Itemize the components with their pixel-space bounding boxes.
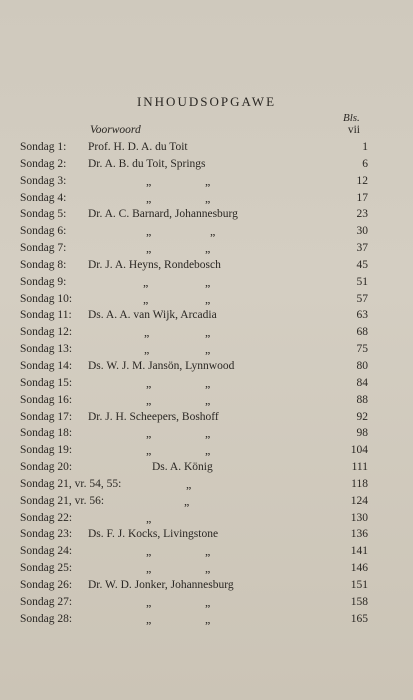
page-number: 63: [356, 309, 368, 322]
page-number: 124: [350, 494, 368, 507]
ditto-mark: „: [186, 476, 192, 491]
ditto-mark: „: [146, 241, 152, 256]
ditto-mark: „: [146, 173, 152, 188]
page-number: 151: [350, 578, 368, 591]
ditto-mark: „: [146, 443, 152, 458]
page-number: 98: [356, 427, 368, 440]
toc-row: [0, 206, 413, 223]
page-number: 136: [350, 528, 368, 541]
toc-row: [0, 493, 413, 510]
toc-row: [0, 307, 413, 324]
ditto-mark: „: [146, 510, 152, 525]
page-number: 57: [356, 292, 368, 305]
ditto-mark: „: [205, 190, 211, 205]
ditto-mark: „: [146, 426, 152, 441]
ditto-mark: „: [143, 291, 149, 306]
page-number: 130: [350, 511, 368, 524]
ditto-mark: „: [144, 325, 150, 340]
sunday-label: Sondag 18:: [20, 427, 73, 440]
ditto-mark: „: [205, 426, 211, 441]
page-number: 37: [356, 242, 368, 255]
sunday-label: Sondag 11:: [20, 309, 72, 322]
toc-row: [0, 409, 413, 426]
sunday-label: Sondag 20:: [20, 461, 73, 474]
ditto-mark: „: [205, 561, 211, 576]
author-name: Dr. J. H. Scheepers, Boshoff: [88, 410, 219, 423]
sunday-label: Sondag 2:: [20, 157, 67, 170]
sunday-label: Sondag 5:: [20, 208, 67, 221]
page-number: 92: [356, 410, 368, 423]
ditto-mark: „: [205, 544, 211, 559]
ditto-mark: „: [143, 274, 149, 289]
author-name: Ds. W. J. M. Jansön, Lynnwood: [88, 359, 235, 372]
toc-row: [0, 425, 413, 442]
ditto-mark: „: [184, 493, 190, 508]
toc-row: [0, 577, 413, 594]
page-number: 12: [356, 174, 368, 187]
toc-row: [0, 274, 413, 291]
page-number: 1: [362, 141, 368, 153]
ditto-mark: „: [205, 594, 211, 609]
page-number: 68: [356, 326, 368, 339]
toc-row: [0, 375, 413, 392]
toc-row: [0, 459, 413, 476]
sunday-label: Sondag 14:: [20, 359, 73, 372]
page-number: 141: [350, 545, 368, 558]
sunday-label: Sondag 21, vr. 56:: [20, 494, 105, 507]
sunday-label: Sondag 16:: [20, 393, 73, 406]
ditto-mark: „: [205, 274, 211, 289]
toc-row: [0, 223, 413, 240]
ditto-mark: „: [205, 173, 211, 188]
sunday-label: Sondag 12:: [20, 326, 73, 339]
toc-row: [0, 392, 413, 409]
toc-row: [0, 156, 413, 173]
sunday-label: Sondag 21, vr. 54, 55:: [20, 477, 122, 490]
toc-row: [0, 291, 413, 308]
sunday-label: Sondag 17:: [20, 410, 73, 423]
author-name: Ds. F. J. Kocks, Livingstone: [88, 528, 219, 541]
ditto-mark: „: [146, 594, 152, 609]
page-number: 118: [351, 477, 368, 490]
ditto-mark: „: [205, 375, 211, 390]
page-number: 51: [356, 275, 368, 288]
sunday-label: Sondag 22:: [20, 511, 73, 524]
ditto-mark: „: [146, 544, 152, 559]
toc-row: [0, 560, 413, 577]
ditto-mark: „: [205, 241, 211, 256]
toc-row: [0, 594, 413, 611]
sunday-label: Sondag 19:: [20, 444, 73, 457]
toc-row: [0, 543, 413, 560]
page-number: 30: [356, 225, 368, 238]
voorwoord-label: Voorwoord: [90, 124, 141, 136]
ditto-mark: „: [144, 342, 150, 357]
author-name: Dr. W. D. Jonker, Johannesburg: [88, 578, 234, 591]
toc-row: [0, 190, 413, 207]
sunday-label: Sondag 10:: [20, 292, 73, 305]
sunday-label: Sondag 27:: [20, 595, 73, 608]
page-number: 84: [356, 376, 368, 389]
sunday-label: Sondag 6:: [20, 225, 67, 238]
sunday-label: Sondag 4:: [20, 191, 67, 204]
ditto-mark: „: [205, 443, 211, 458]
author-name: Dr. A. B. du Toit, Springs: [88, 157, 206, 170]
page-column-header: Bls.: [343, 112, 360, 124]
toc-row: [0, 510, 413, 527]
sunday-label: Sondag 9:: [20, 275, 67, 288]
page-number: 45: [356, 258, 368, 271]
toc-list: [0, 139, 413, 627]
ditto-mark: „: [205, 291, 211, 306]
toc-row: [0, 173, 413, 190]
page-title: INHOUDSOPGAWE: [136, 94, 277, 109]
page-number: 17: [356, 191, 368, 204]
sunday-label: Sondag 8:: [20, 258, 67, 271]
toc-row: [0, 341, 413, 358]
toc-row: [0, 324, 413, 341]
page-number: 146: [350, 562, 368, 575]
sunday-label: Sondag 13:: [20, 343, 73, 356]
toc-row: [0, 257, 413, 274]
page-number: 88: [356, 393, 368, 406]
ditto-mark: „: [146, 190, 152, 205]
sunday-label: Sondag 24:: [20, 545, 73, 558]
author-name: Ds. A. A. van Wijk, Arcadia: [88, 309, 217, 322]
sunday-label: Sondag 23:: [20, 528, 73, 541]
toc-row: [0, 476, 413, 493]
ditto-mark: „: [146, 224, 152, 239]
toc-row: [0, 611, 413, 628]
ditto-mark: „: [205, 392, 211, 407]
author-name: Dr. A. C. Barnard, Johannesburg: [88, 208, 238, 221]
page-number: 80: [356, 359, 368, 372]
author-name: Prof. H. D. A. du Toit: [88, 141, 188, 153]
ditto-mark: „: [146, 611, 152, 626]
sunday-label: Sondag 15:: [20, 376, 73, 389]
ditto-mark: „: [146, 561, 152, 576]
page-number: 23: [356, 208, 368, 221]
voorwoord-page-number: vii: [347, 124, 360, 136]
author-name: Dr. J. A. Heyns, Rondebosch: [88, 258, 221, 271]
page-number: 6: [362, 157, 368, 170]
sunday-label: Sondag 26:: [20, 578, 73, 591]
sunday-label: Sondag 25:: [20, 562, 73, 575]
page-number: 111: [351, 461, 368, 474]
sunday-label: Sondag 1:: [20, 141, 67, 153]
page-number: 104: [350, 444, 368, 457]
ditto-mark: „: [205, 342, 211, 357]
sunday-label: Sondag 3:: [20, 174, 67, 187]
toc-row: [0, 358, 413, 375]
sunday-label: Sondag 28:: [20, 612, 73, 625]
page-number: 75: [356, 343, 368, 356]
ditto-mark: „: [146, 375, 152, 390]
page-number: 165: [350, 612, 368, 625]
ditto-mark: „: [205, 611, 211, 626]
toc-row: [0, 526, 413, 543]
ditto-mark: „: [210, 224, 216, 239]
ditto-mark: „: [205, 325, 211, 340]
toc-row: [0, 442, 413, 459]
toc-row: [0, 139, 413, 156]
page-number: 158: [350, 595, 368, 608]
ditto-mark: „: [146, 392, 152, 407]
author-name: Ds. A. König: [152, 461, 213, 474]
toc-row: [0, 240, 413, 257]
sunday-label: Sondag 7:: [20, 242, 67, 255]
